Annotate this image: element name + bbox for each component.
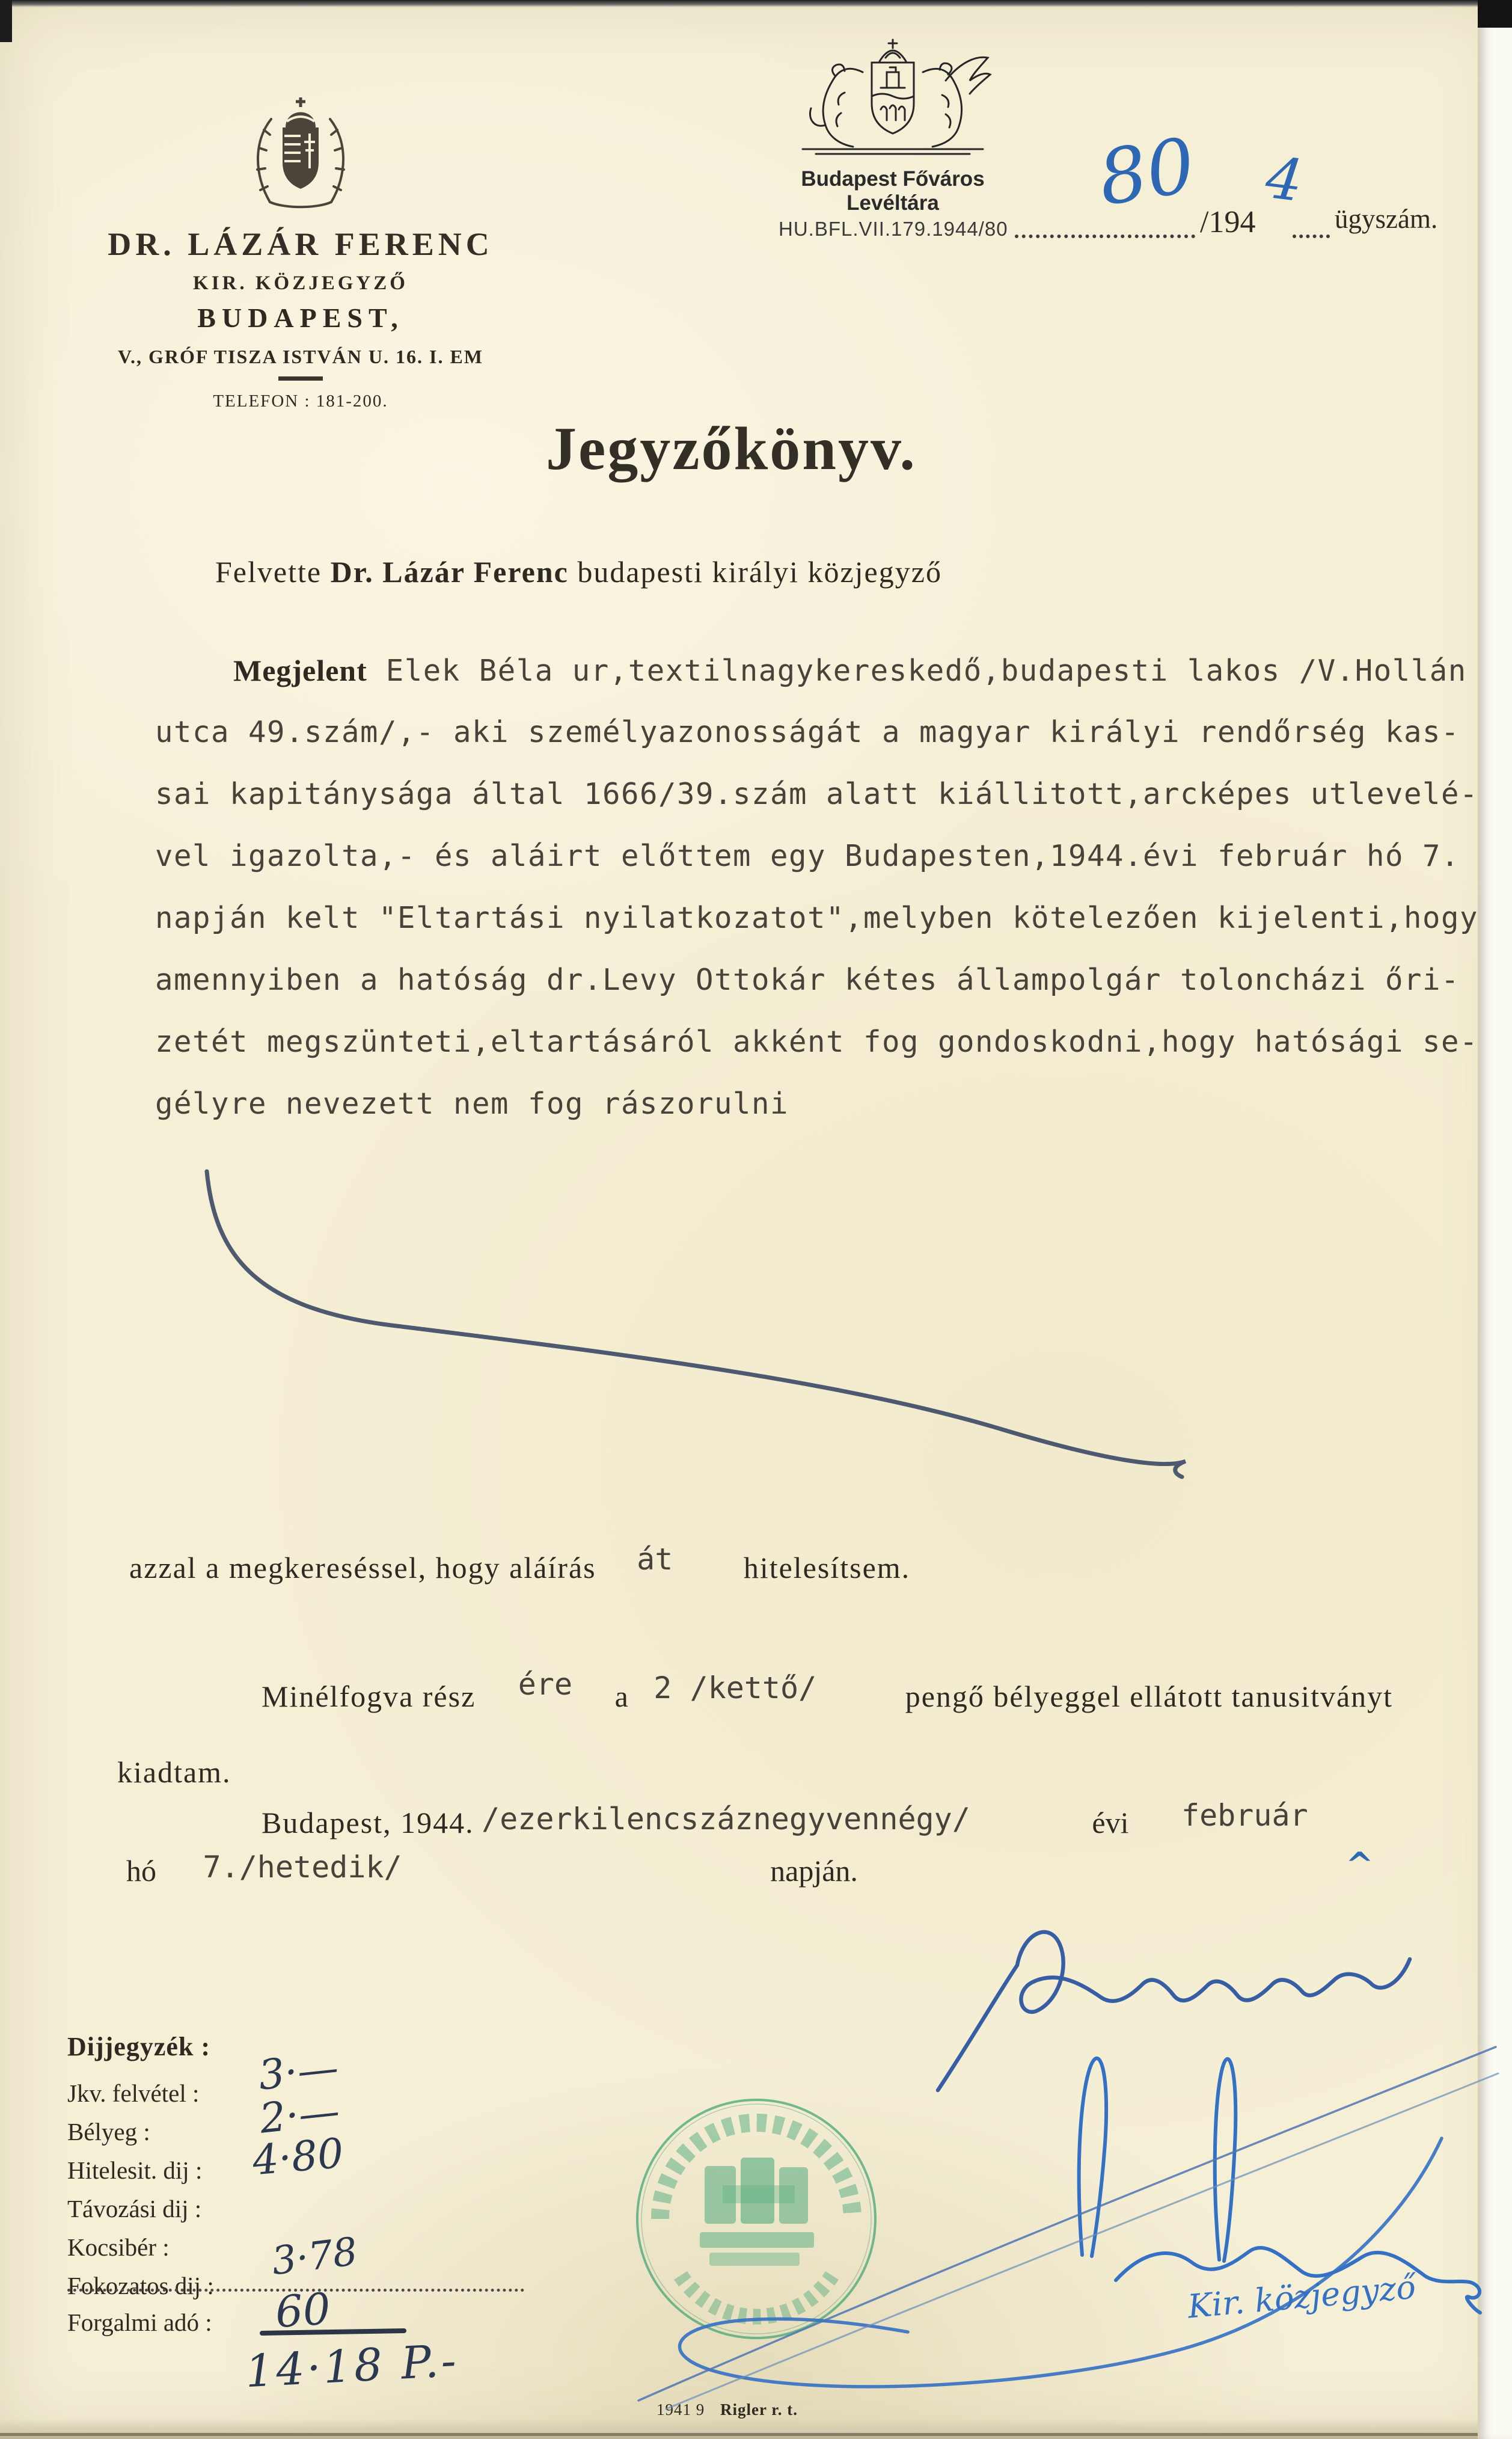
scan-corner-mark [0, 0, 12, 42]
document-title: Jegyzőkönyv. [546, 415, 917, 483]
caret-mark: ^ [1345, 1845, 1374, 1885]
archive-stamp-line2: HU.BFL.VII.179.1944/80 [779, 218, 1008, 240]
body-line: vel igazolta,- és aláirt előttem egy Budapesten,1944.évi február hó 7. [155, 839, 1460, 873]
letterhead [102, 84, 499, 411]
fee-row [67, 2117, 669, 2156]
fee-total: 14·18 P.- [243, 2334, 460, 2398]
issue-printed-2: a [614, 1680, 628, 1713]
fee-label: Fokozatos dij : [67, 2272, 214, 2299]
signature-notary-stem1 [1079, 2058, 1106, 2256]
case-number-dotted-line-2 [1293, 235, 1330, 238]
hungarian-crest-icon [249, 84, 352, 213]
letterhead-rule [278, 376, 323, 381]
letterhead-address: V., GRÓF TISZA ISTVÁN U. 16. I. EM [118, 346, 483, 367]
scan-bottom-line [0, 2433, 1478, 2436]
intro-prefix: Felvette [215, 555, 331, 589]
issue-printed-1: Minélfogva rész [262, 1680, 476, 1713]
issue-kiadtam: kiadtam. [117, 1755, 231, 1789]
date-printed-4: napján. [770, 1854, 858, 1888]
body-line: amennyiben a hatóság dr.Levy Ottokár kétes állampolgár toloncházi őri- [155, 963, 1460, 997]
signature-party [938, 1932, 1410, 2090]
signature-note: Kir. közjegyző [1186, 2268, 1418, 2326]
body-line: zetét megszünteti,eltartásáról akként fog gondoskodni,hogy hatósági se- [155, 1025, 1479, 1059]
case-number-dotted-line [1015, 235, 1195, 238]
fee-label: Távozási dij : [67, 2195, 202, 2223]
fee-label: Bélyeg : [67, 2118, 150, 2146]
issue-line [262, 1667, 1394, 1714]
scan-right-backing [1478, 0, 1512, 2439]
intro-notary-name: Dr. Lázár Ferenc [330, 555, 569, 589]
case-number-handwritten: 80 [1092, 121, 1201, 223]
date-printed-2: évi [1092, 1806, 1129, 1839]
body-line: napján kelt "Eltartási nyilatkozatot",melyben kötelezően kijelenti,hogy [155, 901, 1479, 935]
fee-row [67, 2079, 669, 2117]
body-line: utca 49.szám/,- aki személyazonosságát a magyar királyi rendőrség kas- [155, 715, 1460, 749]
fee-label: Kocsibér : [67, 2233, 170, 2261]
fee-heading: Dijjegyzék : [67, 2032, 211, 2061]
letterhead-rank: KIR. KÖZJEGYZŐ [193, 272, 408, 294]
issue-typed-1: ére [518, 1667, 573, 1702]
clause-printed-1: azzal a megkereséssel, hogy aláírás [129, 1551, 596, 1585]
letterhead-city: BUDAPEST, [197, 302, 404, 333]
pen-flourish [207, 1171, 1186, 1477]
letterhead-phone: TELEFON : 181-200. [213, 391, 388, 411]
fee-value-handwritten: 4·80 [250, 2129, 346, 2185]
fee-row [67, 2156, 669, 2194]
fee-value-handwritten: 2·— [257, 2087, 342, 2143]
fee-value-handwritten: 3·78 [269, 2229, 360, 2284]
signature-notary-stem2 [1215, 2059, 1236, 2261]
archive-stamp-line1: Budapest Főváros Levéltára [801, 167, 985, 215]
turnover-tax-label: Forgalmi adó : [67, 2309, 212, 2336]
case-number [1015, 121, 1460, 272]
letterhead-name: DR. LÁZÁR FERENC [108, 226, 494, 262]
notary-seal-stamp [632, 2095, 880, 2343]
clause-typed-insert: át [637, 1542, 673, 1577]
intro-line [215, 554, 942, 589]
body-line: sai kapitánysága által 1666/39.szám alatt kiállitott,arcképes utlevelé- [155, 777, 1479, 811]
turnover-tax-value: 60 [274, 2283, 332, 2338]
typewritten-body [155, 653, 1487, 1149]
date-printed-3: hó [126, 1854, 156, 1888]
fee-label: Jkv. felvétel : [67, 2079, 200, 2107]
case-number-label: ügyszám. [1335, 204, 1438, 234]
clause-line [129, 1542, 911, 1585]
clause-printed-2: hitelesítsem. [743, 1551, 911, 1585]
body-line: gélyre nevezett nem fog rászorulni [155, 1087, 789, 1121]
intro-suffix: budapesti királyi közjegyző [568, 555, 942, 589]
date-typed-2: február [1181, 1798, 1308, 1833]
case-number-year-prefix: /194 [1200, 205, 1256, 239]
case-number-year-digit: 4 [1262, 144, 1306, 215]
fee-label: Hitelesit. dij : [67, 2156, 203, 2184]
date-typed-3: 7./hetedik/ [203, 1850, 402, 1885]
date-line-2 [126, 1850, 858, 1888]
fee-value-handwritten: 3·— [256, 2044, 341, 2100]
fee-row [67, 2233, 669, 2271]
date-line-1 [262, 1798, 1308, 1840]
body-line [155, 653, 1487, 715]
fee-list [67, 2031, 669, 2310]
issue-printed-3: pengő bélyeggel ellátott tanusitványt [905, 1680, 1394, 1713]
body-line-text: Elek Béla ur,textilnagykereskedő,budapesti lakos /V.Hollán [367, 654, 1467, 688]
issue-typed-2: 2 /kettő/ [653, 1670, 817, 1705]
printer-mark [657, 2401, 798, 2419]
fee-row [67, 2194, 669, 2233]
archive-emblem-icon [791, 37, 995, 165]
scan-right-top-black [1478, 0, 1512, 28]
printer-mark-year: 1941 9 [657, 2401, 705, 2419]
printer-mark-name: Rigler r. t. [720, 2401, 798, 2419]
archive-stamp [779, 37, 1007, 241]
date-printed-1: Budapest, 1944. [262, 1806, 474, 1839]
body-lead-word: Megjelent [233, 654, 367, 687]
date-typed-1: /ezerkilencszáznegyvennégy/ [482, 1802, 970, 1836]
scan-top-edge [0, 0, 1512, 7]
